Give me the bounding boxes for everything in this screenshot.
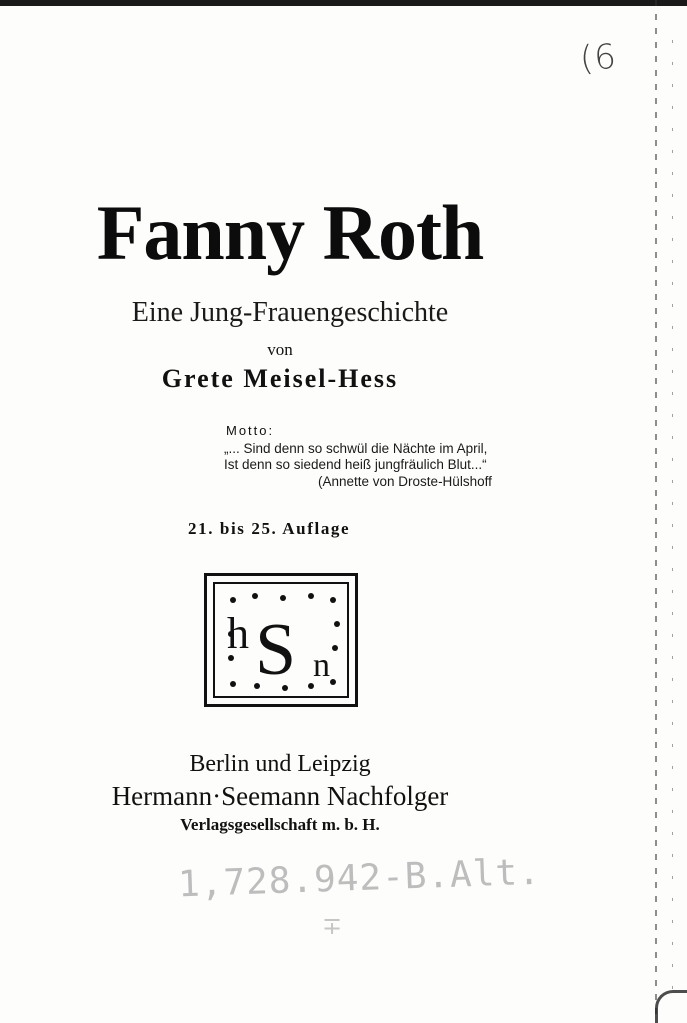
svg-text:n: n (313, 647, 330, 684)
publisher-logo (204, 573, 358, 707)
page-corner-curl (655, 990, 687, 1023)
book-title: Fanny Roth (96, 189, 484, 276)
svg-text:S: S (255, 609, 297, 691)
motto-attribution: (Annette von Droste-Hülshoff (318, 474, 492, 489)
motto-line: „... Sind denn so schwül die Nächte im April, (224, 441, 488, 456)
author-name: Grete Meisel-Hess (161, 364, 399, 393)
library-stamp: 1,728.942-B.Alt. (177, 851, 542, 906)
page-binding-marks (672, 40, 673, 990)
page-top-edge (0, 0, 687, 6)
motto-label: Motto: (226, 423, 275, 438)
edition-note: 21. bis 25. Auflage (188, 519, 351, 538)
by-label: von (267, 340, 293, 359)
svg-text:h: h (227, 609, 249, 658)
book-subtitle: Eine Jung-Frauengeschichte (131, 297, 449, 328)
motto-line: Ist denn so siedend heiß jungfräulich Blut...“ (224, 457, 487, 472)
stamp-mark: ∓ (322, 914, 343, 940)
imprint-publisher: Hermann·Seemann Nachfolger (111, 781, 449, 811)
shelf-mark: (6 (578, 36, 619, 80)
publisher-monogram-icon (207, 576, 361, 710)
imprint-place: Berlin und Leipzig (189, 751, 371, 777)
imprint-company: Verlagsgesellschaft m. b. H. (180, 815, 380, 834)
page-right-edge (655, 0, 657, 1020)
